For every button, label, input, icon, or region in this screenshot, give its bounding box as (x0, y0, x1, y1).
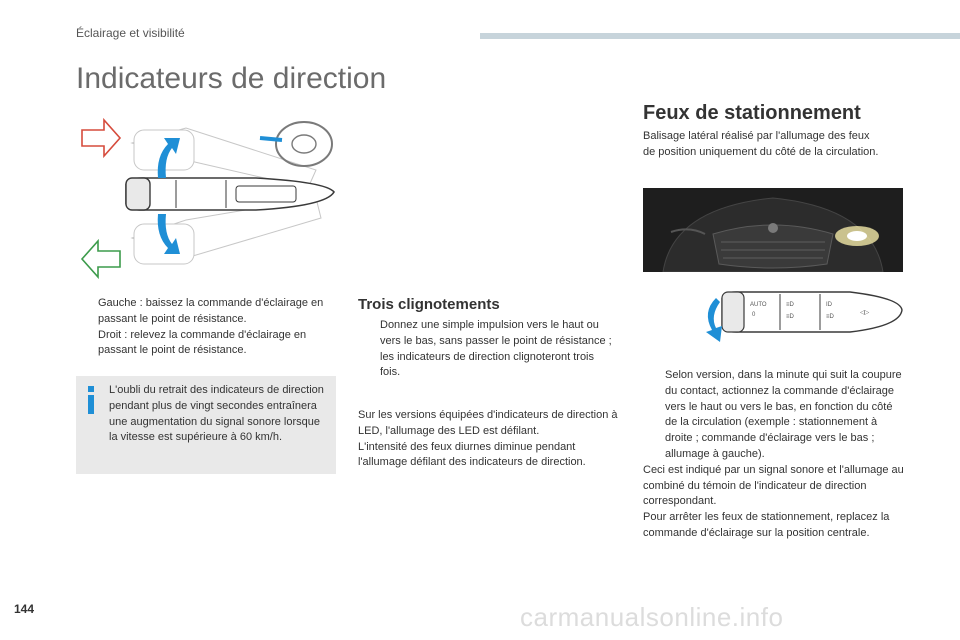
parking-instructions (643, 368, 905, 542)
list-item: Gauche : baissez la commande d'éclairage en passant le point de résistance. (98, 297, 324, 325)
page-number: 144 (14, 602, 35, 616)
stalk-marking: ≡D (786, 314, 794, 320)
middle-notes (358, 408, 620, 471)
drl-note: L'intensité des feux diurnes diminue pendant l'allumage défilant des indicateurs de direction. (358, 440, 586, 469)
section-heading-trois: Trois clignotements (358, 296, 500, 313)
parking-intro: Balisage latéral réalisé par l'allumage des feux de position uniquement du côté de la circulation. (643, 130, 879, 158)
info-icon (86, 386, 96, 414)
stop-note: Pour arrêter les feux de stationnement, replacez la commande d'éclairage sur la position centrale. (643, 511, 890, 539)
list-item: Donnez une simple impulsion vers le haut ou vers le bas, sans passer le point de résistance ; les indicateurs de direction clignoteront trois fois. (380, 319, 612, 379)
stalk-marking: ID (826, 302, 832, 308)
led-note: Sur les versions équipées d'indicateurs de direction à LED, l'allumage des LED est défilant. (358, 409, 618, 437)
left-instructions (76, 296, 338, 359)
stalk-marking: ≡D (786, 302, 794, 308)
stalk-marking: AUTO (750, 302, 767, 308)
header-bar (480, 33, 960, 39)
car-front-image (643, 188, 903, 272)
watermark: carmanualsonline.info (520, 602, 784, 632)
list-item: Droit : relevez la commande d'éclairage en passant le point de résistance. (98, 328, 307, 357)
stalk-illustration (76, 108, 338, 280)
info-text: L'oubli du retrait des indicateurs de direction pendant plus de vingt secondes entraînera une augmentation du signal sonore lorsque la vitesse est supérieure à 60 km/h. (109, 384, 324, 444)
section-heading-feux: Feux de stationnement (643, 102, 861, 124)
section-label: Éclairage et visibilité (76, 26, 185, 40)
stalk-main (126, 178, 334, 210)
left-arrow-icon (82, 241, 120, 277)
info-box (76, 376, 336, 474)
stalk-marking: ≡D (826, 314, 834, 320)
stalk-marking: 0 (752, 312, 756, 318)
stalk-small-illustration (700, 288, 904, 350)
car-photo (643, 188, 903, 272)
right-arrow-icon (82, 120, 120, 156)
page-title: Indicateurs de direction (76, 62, 387, 95)
stalk-marking: ◁▷ (860, 310, 870, 316)
down-arrow-icon (706, 298, 722, 342)
middle-bullet (358, 318, 614, 381)
list-item: Selon version, dans la minute qui suit la coupure du contact, actionnez la commande d'éclairage vers le haut ou vers le bas, en fonction du côté de la circulation (exemple : stationnement à droite ; commande d'éclairage vers le bas ; allumage à gauche). (665, 369, 902, 460)
signal-note: Ceci est indiqué par un signal sonore et l'allumage au combiné du témoin de l'indicateur de direction correspondant. (643, 463, 904, 508)
